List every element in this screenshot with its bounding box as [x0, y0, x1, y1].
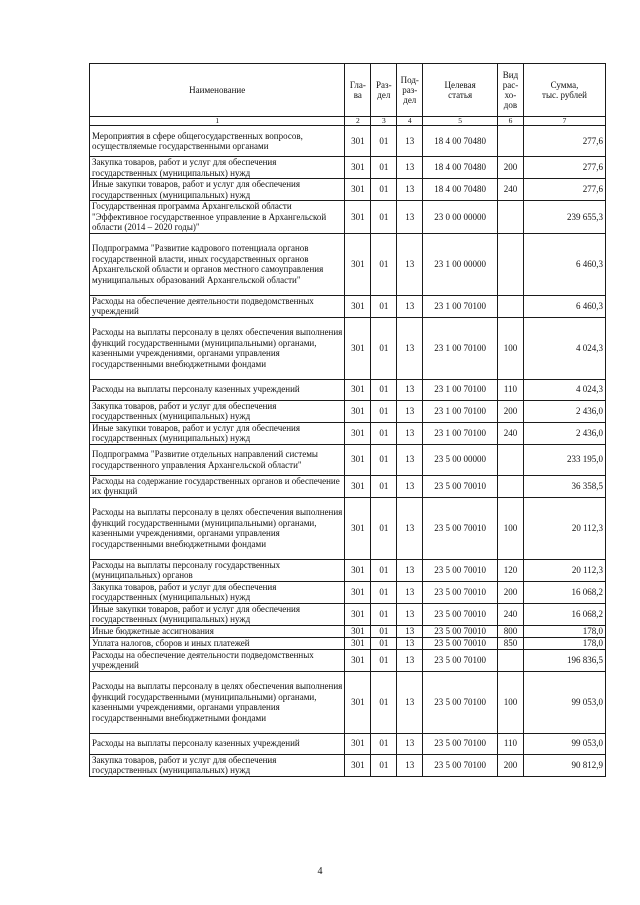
row-razdel: 01 — [371, 233, 397, 295]
header-name — [90, 64, 345, 117]
row-expense-type: 240 — [498, 603, 524, 625]
row-target-article: 23 1 00 70100 — [423, 379, 498, 400]
row-razdel: 01 — [371, 625, 397, 637]
row-name: Уплата налогов, сборов и иных платежей — [90, 637, 345, 649]
header-summa-text: Сумма, тыс. рублей — [542, 80, 587, 100]
row-razdel: 01 — [371, 637, 397, 649]
row-glava: 301 — [345, 295, 371, 317]
row-amount: 2 436,0 — [523, 422, 605, 444]
row-name: Мероприятия в сфере общегосударственных вопросов, осуществляемые государственными органами — [90, 126, 345, 157]
row-glava: 301 — [345, 754, 371, 776]
row-target-article: 18 4 00 70480 — [423, 179, 498, 201]
row-name: Закупка товаров, работ и услуг для обеспечения государственных (муниципальных) нужд — [90, 581, 345, 603]
row-amount: 2 436,0 — [523, 400, 605, 422]
row-podrazdel: 13 — [397, 733, 423, 754]
row-name: Расходы на обеспечение деятельности подведомственных учреждений — [90, 649, 345, 671]
row-target-article: 18 4 00 70480 — [423, 157, 498, 179]
row-razdel: 01 — [371, 581, 397, 603]
header-razdel-text: Раз- дел — [376, 80, 392, 100]
table-row — [90, 475, 606, 497]
row-amount: 239 655,3 — [523, 201, 605, 234]
row-expense-type — [498, 201, 524, 234]
row-amount: 16 068,2 — [523, 581, 605, 603]
row-expense-type: 200 — [498, 157, 524, 179]
row-razdel: 01 — [371, 559, 397, 581]
row-expense-type — [498, 233, 524, 295]
row-glava: 301 — [345, 603, 371, 625]
row-amount: 4 024,3 — [523, 379, 605, 400]
row-podrazdel: 13 — [397, 444, 423, 475]
row-expense-type: 240 — [498, 422, 524, 444]
row-podrazdel: 13 — [397, 754, 423, 776]
row-expense-type: 200 — [498, 754, 524, 776]
row-glava: 301 — [345, 233, 371, 295]
row-target-article: 23 1 00 00000 — [423, 233, 498, 295]
row-amount: 196 836,5 — [523, 649, 605, 671]
row-amount: 99 053,0 — [523, 733, 605, 754]
table-row — [90, 497, 606, 559]
row-amount: 277,6 — [523, 179, 605, 201]
budget-table — [89, 63, 606, 777]
table-row — [90, 637, 606, 649]
table-row — [90, 126, 606, 157]
row-name: Расходы на содержание государственных органов и обеспечение их функций — [90, 475, 345, 497]
row-amount: 6 460,3 — [523, 295, 605, 317]
row-name: Закупка товаров, работ и услуг для обеспечения государственных (муниципальных) нужд — [90, 400, 345, 422]
table-row — [90, 179, 606, 201]
row-name: Расходы на выплаты персоналу в целях обеспечения выполнения функций государственными (муниципальными) органами, казенными учреждениями, органами управления государственными внебюджетными фондами — [90, 317, 345, 379]
row-expense-type: 200 — [498, 581, 524, 603]
table-row — [90, 559, 606, 581]
row-name: Расходы на выплаты персоналу государственных (муниципальных) органов — [90, 559, 345, 581]
row-podrazdel: 13 — [397, 379, 423, 400]
row-amount: 277,6 — [523, 157, 605, 179]
row-glava: 301 — [345, 126, 371, 157]
row-target-article: 23 1 00 70100 — [423, 400, 498, 422]
row-razdel: 01 — [371, 201, 397, 234]
header-statya — [423, 64, 498, 117]
row-razdel: 01 — [371, 179, 397, 201]
row-razdel: 01 — [371, 317, 397, 379]
row-glava: 301 — [345, 444, 371, 475]
row-razdel: 01 — [371, 444, 397, 475]
row-podrazdel: 13 — [397, 649, 423, 671]
row-expense-type — [498, 475, 524, 497]
row-target-article: 23 5 00 70100 — [423, 671, 498, 733]
row-target-article: 23 5 00 70010 — [423, 497, 498, 559]
row-name: Государственная программа Архангельской области "Эффективное государственное управление в Архангельской области (2014 – 2020 годы)" — [90, 201, 345, 234]
row-razdel: 01 — [371, 422, 397, 444]
row-expense-type — [498, 126, 524, 157]
row-target-article: 18 4 00 70480 — [423, 126, 498, 157]
row-podrazdel: 13 — [397, 497, 423, 559]
row-name: Подпрограмма "Развитие кадрового потенциала органов государственной власти, иных государственных органов Архангельской области и органов местного самоуправления муниципальных образований Архангельской области" — [90, 233, 345, 295]
row-target-article: 23 5 00 70100 — [423, 733, 498, 754]
row-amount: 16 068,2 — [523, 603, 605, 625]
row-name: Расходы на выплаты персоналу в целях обеспечения выполнения функций государственными (муниципальными) органами, казенными учреждениями, органами управления государственными внебюджетными фондами — [90, 497, 345, 559]
row-glava: 301 — [345, 671, 371, 733]
row-glava: 301 — [345, 475, 371, 497]
row-name: Иные закупки товаров, работ и услуг для обеспечения государственных (муниципальных) нужд — [90, 603, 345, 625]
row-glava: 301 — [345, 179, 371, 201]
row-target-article: 23 0 00 00000 — [423, 201, 498, 234]
row-podrazdel: 13 — [397, 637, 423, 649]
row-target-article: 23 1 00 70100 — [423, 317, 498, 379]
table-row — [90, 233, 606, 295]
column-number: 4 — [397, 117, 423, 126]
row-target-article: 23 5 00 70010 — [423, 475, 498, 497]
table-row — [90, 671, 606, 733]
page-number: 4 — [317, 866, 323, 877]
row-razdel: 01 — [371, 126, 397, 157]
table-row — [90, 422, 606, 444]
row-glava: 301 — [345, 317, 371, 379]
header-glava-text: Гла- ва — [349, 80, 366, 100]
table-row — [90, 317, 606, 379]
table-row — [90, 603, 606, 625]
row-glava: 301 — [345, 559, 371, 581]
row-glava: 301 — [345, 733, 371, 754]
row-podrazdel: 13 — [397, 317, 423, 379]
row-podrazdel: 13 — [397, 422, 423, 444]
row-podrazdel: 13 — [397, 400, 423, 422]
row-target-article: 23 5 00 70100 — [423, 754, 498, 776]
row-target-article: 23 1 00 70100 — [423, 295, 498, 317]
row-podrazdel: 13 — [397, 157, 423, 179]
row-name: Иные закупки товаров, работ и услуг для обеспечения государственных (муниципальных) нужд — [90, 422, 345, 444]
row-razdel: 01 — [371, 475, 397, 497]
row-name: Расходы на выплаты персоналу казенных учреждений — [90, 733, 345, 754]
row-glava: 301 — [345, 625, 371, 637]
row-target-article: 23 5 00 00000 — [423, 444, 498, 475]
row-razdel: 01 — [371, 603, 397, 625]
row-podrazdel: 13 — [397, 201, 423, 234]
row-expense-type — [498, 649, 524, 671]
table-row — [90, 201, 606, 234]
table-row — [90, 295, 606, 317]
row-expense-type: 100 — [498, 317, 524, 379]
header-statya-text: Целевая статья — [444, 80, 476, 100]
row-glava: 301 — [345, 581, 371, 603]
row-name: Закупка товаров, работ и услуг для обеспечения государственных (муниципальных) нужд — [90, 754, 345, 776]
row-amount: 178,0 — [523, 625, 605, 637]
row-glava: 301 — [345, 157, 371, 179]
row-amount: 90 812,9 — [523, 754, 605, 776]
row-amount: 6 460,3 — [523, 233, 605, 295]
row-expense-type: 120 — [498, 559, 524, 581]
row-amount: 20 112,3 — [523, 497, 605, 559]
row-expense-type: 800 — [498, 625, 524, 637]
row-podrazdel: 13 — [397, 625, 423, 637]
row-podrazdel: 13 — [397, 581, 423, 603]
row-name: Расходы на обеспечение деятельности подведомственных учреждений — [90, 295, 345, 317]
row-target-article: 23 5 00 70010 — [423, 637, 498, 649]
header-row — [90, 64, 606, 117]
row-name: Расходы на выплаты персоналу в целях обеспечения выполнения функций государственными (муниципальными) органами, казенными учреждениями, органами управления государственными внебюджетными фондами — [90, 671, 345, 733]
row-target-article: 23 1 00 70100 — [423, 422, 498, 444]
row-podrazdel: 13 — [397, 475, 423, 497]
row-razdel: 01 — [371, 754, 397, 776]
row-glava: 301 — [345, 637, 371, 649]
table-body — [90, 126, 606, 777]
row-name: Иные бюджетные ассигнования — [90, 625, 345, 637]
row-amount: 4 024,3 — [523, 317, 605, 379]
header-podrazdel-text: Под- раз- дел — [400, 75, 419, 105]
row-expense-type: 200 — [498, 400, 524, 422]
row-name: Закупка товаров, работ и услуг для обеспечения государственных (муниципальных) нужд — [90, 157, 345, 179]
row-expense-type: 110 — [498, 733, 524, 754]
row-target-article: 23 5 00 70100 — [423, 649, 498, 671]
row-target-article: 23 5 00 70010 — [423, 625, 498, 637]
table-row — [90, 581, 606, 603]
header-name-text: Наименование — [189, 85, 246, 95]
column-number-row — [90, 117, 606, 126]
row-name: Иные закупки товаров, работ и услуг для обеспечения государственных (муниципальных) нужд — [90, 179, 345, 201]
row-glava: 301 — [345, 422, 371, 444]
row-podrazdel: 13 — [397, 295, 423, 317]
row-expense-type: 100 — [498, 497, 524, 559]
row-razdel: 01 — [371, 295, 397, 317]
row-razdel: 01 — [371, 400, 397, 422]
row-glava: 301 — [345, 649, 371, 671]
row-amount: 99 053,0 — [523, 671, 605, 733]
row-glava: 301 — [345, 379, 371, 400]
row-name: Расходы на выплаты персоналу казенных учреждений — [90, 379, 345, 400]
row-expense-type — [498, 295, 524, 317]
column-number: 2 — [345, 117, 371, 126]
table-row — [90, 625, 606, 637]
row-glava: 301 — [345, 201, 371, 234]
column-number: 1 — [90, 117, 345, 126]
row-target-article: 23 5 00 70010 — [423, 581, 498, 603]
header-vid — [498, 64, 524, 117]
row-name: Подпрограмма "Развитие отдельных направлений системы государственного управления Архангельской области" — [90, 444, 345, 475]
table-row — [90, 754, 606, 776]
column-number: 7 — [523, 117, 605, 126]
row-glava: 301 — [345, 400, 371, 422]
column-number: 5 — [423, 117, 498, 126]
row-amount: 277,6 — [523, 126, 605, 157]
row-expense-type — [498, 444, 524, 475]
table-row — [90, 157, 606, 179]
row-razdel: 01 — [371, 671, 397, 733]
row-podrazdel: 13 — [397, 233, 423, 295]
row-expense-type: 850 — [498, 637, 524, 649]
header-summa — [523, 64, 605, 117]
column-number: 6 — [498, 117, 524, 126]
row-podrazdel: 13 — [397, 559, 423, 581]
row-expense-type: 100 — [498, 671, 524, 733]
row-amount: 20 112,3 — [523, 559, 605, 581]
row-expense-type: 110 — [498, 379, 524, 400]
row-razdel: 01 — [371, 649, 397, 671]
row-amount: 233 195,0 — [523, 444, 605, 475]
row-amount: 178,0 — [523, 637, 605, 649]
header-vid-text: Вид рас- хо- дов — [502, 70, 519, 110]
row-podrazdel: 13 — [397, 603, 423, 625]
row-podrazdel: 13 — [397, 671, 423, 733]
row-razdel: 01 — [371, 157, 397, 179]
table-row — [90, 444, 606, 475]
table-row — [90, 400, 606, 422]
row-razdel: 01 — [371, 379, 397, 400]
header-podrazdel — [397, 64, 423, 117]
row-target-article: 23 5 00 70010 — [423, 559, 498, 581]
row-podrazdel: 13 — [397, 179, 423, 201]
row-podrazdel: 13 — [397, 126, 423, 157]
row-razdel: 01 — [371, 497, 397, 559]
table-row — [90, 733, 606, 754]
header-razdel — [371, 64, 397, 117]
row-expense-type: 240 — [498, 179, 524, 201]
header-glava — [345, 64, 371, 117]
table-row — [90, 379, 606, 400]
row-glava: 301 — [345, 497, 371, 559]
row-amount: 36 358,5 — [523, 475, 605, 497]
row-target-article: 23 5 00 70010 — [423, 603, 498, 625]
table-row — [90, 649, 606, 671]
row-razdel: 01 — [371, 733, 397, 754]
column-number: 3 — [371, 117, 397, 126]
